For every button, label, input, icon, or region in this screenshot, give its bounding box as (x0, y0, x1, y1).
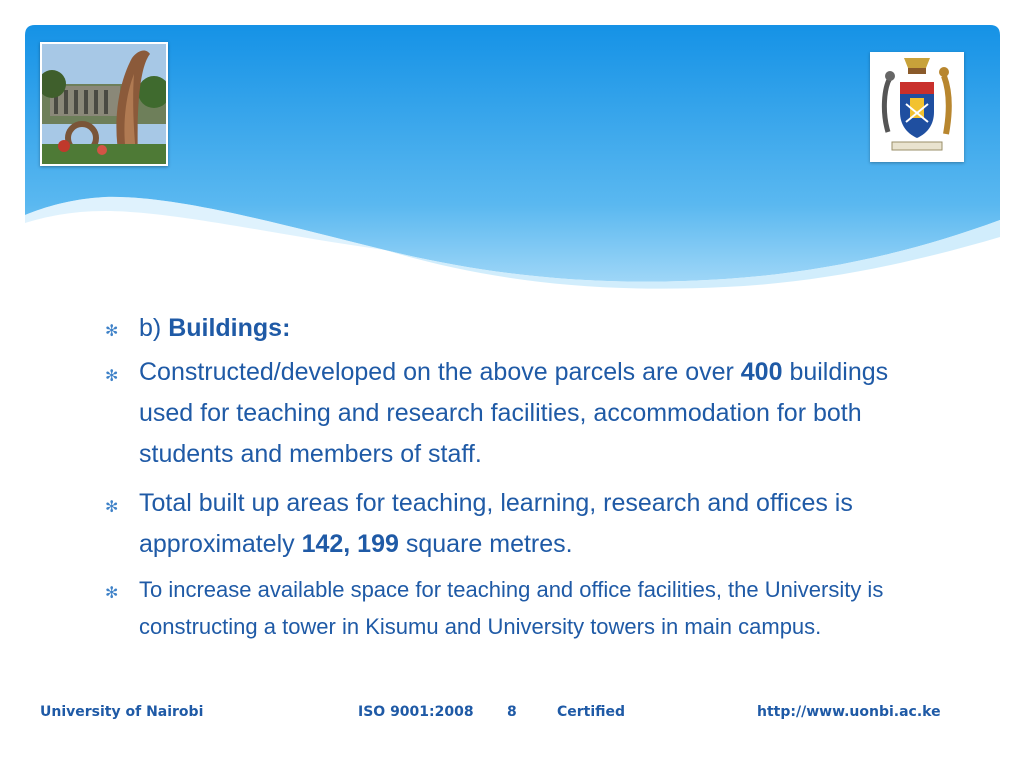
footer-iso: ISO 9001:2008 (358, 704, 474, 720)
item-text: buildings used for teaching and research facilities, accommodation for both students and members of staff. (139, 358, 889, 468)
item-prefix: b) (139, 314, 169, 342)
list-item (105, 483, 925, 565)
item-text: Total built up areas for teaching, learning, research and offices is approximately (139, 489, 853, 558)
building-count: 400 (740, 358, 783, 386)
footer-institution: University of Nairobi (40, 704, 204, 720)
campus-photo (40, 42, 168, 166)
section-heading: Buildings: (168, 314, 291, 342)
campus-photo-icon (42, 44, 166, 164)
asterisk-bullet-icon: ✻ (105, 368, 119, 385)
asterisk-bullet-icon: ✻ (105, 499, 119, 516)
footer-certified: Certified (557, 704, 626, 720)
area-value: 142, 199 (301, 530, 399, 558)
list-item (105, 571, 925, 645)
page-number: 8 (507, 704, 517, 720)
list-item (105, 308, 925, 348)
item-text: To increase available space for teaching and office facilities, the University is constructing a tower in Kisumu and University towers in main campus. (139, 577, 884, 639)
asterisk-bullet-icon: ✻ (105, 323, 119, 340)
asterisk-bullet-icon: ✻ (105, 585, 119, 602)
footer-url[interactable]: http://www.uonbi.ac.ke (757, 704, 941, 720)
university-crest-icon (870, 52, 964, 162)
item-text: square metres. (398, 530, 573, 558)
university-crest (870, 52, 964, 162)
list-item (105, 352, 925, 475)
footer (0, 700, 1024, 726)
bullet-list (105, 308, 925, 645)
item-text: Constructed/developed on the above parcels are over (139, 358, 741, 386)
header-band (25, 25, 1000, 290)
